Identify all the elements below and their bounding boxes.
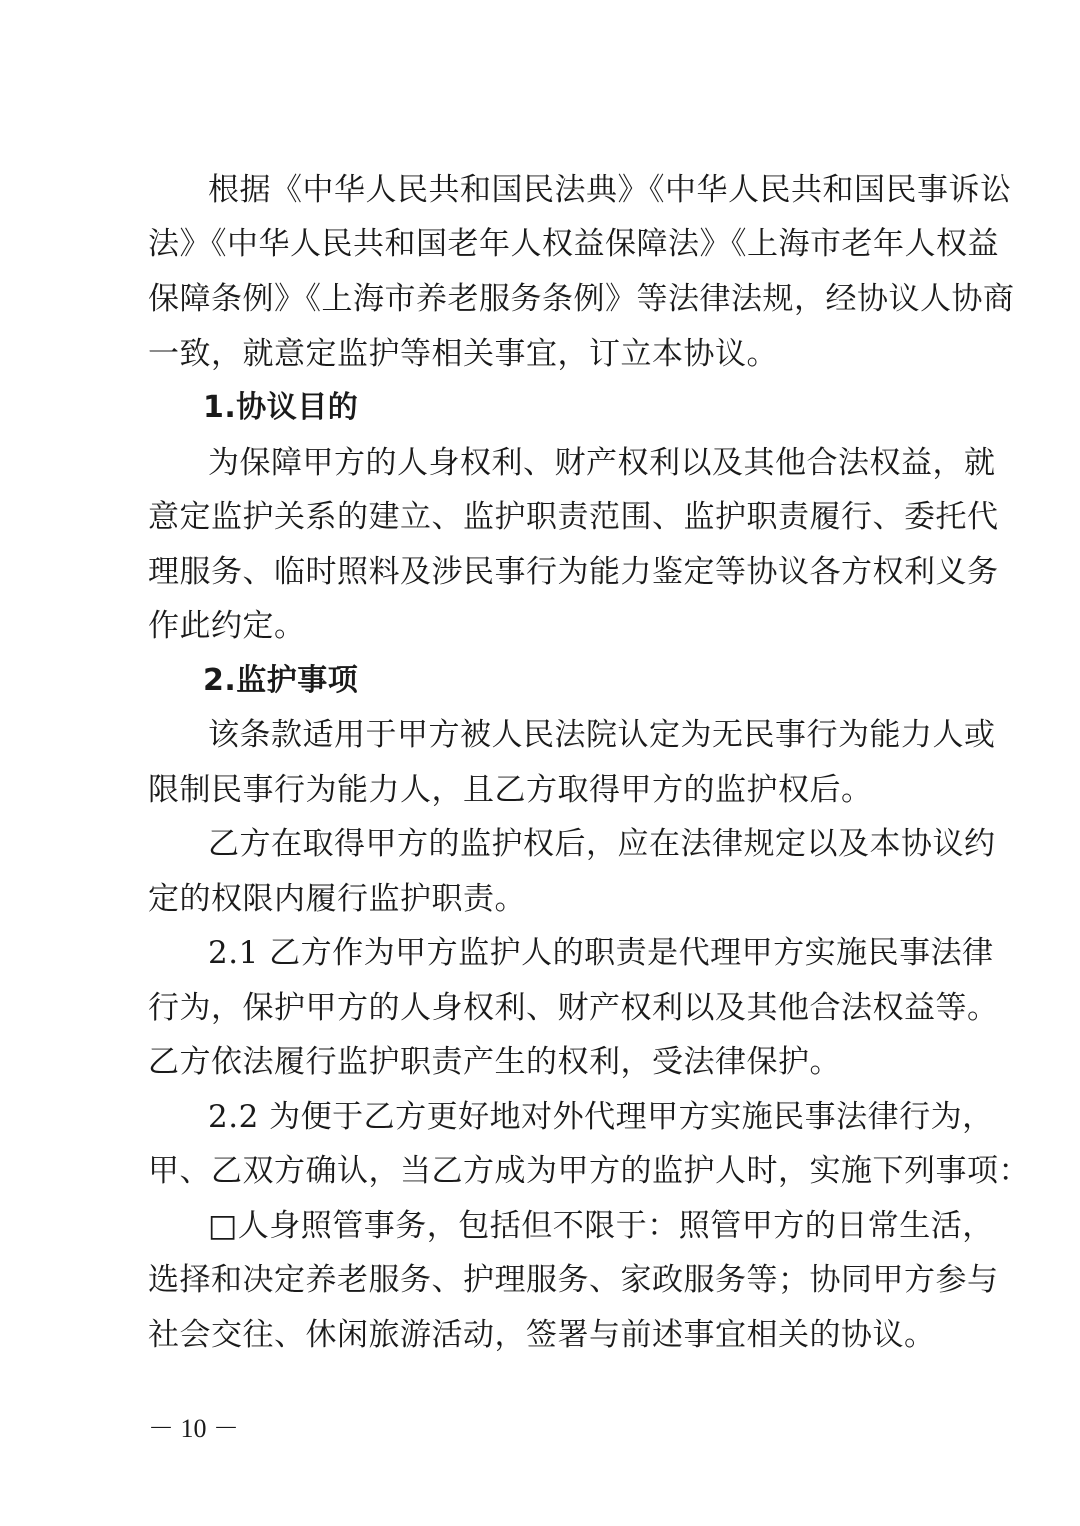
paragraph-line: 根据《中华人民共和国民法典》《中华人民共和国民事诉讼 [208, 172, 1012, 208]
paragraph-line: 社会交往、休闲旅游活动，签署与前述事宜相关的协议。 [148, 1317, 936, 1353]
section-heading: 1.协议目的 [203, 390, 359, 425]
page-number: － 10 － [148, 1414, 240, 1443]
paragraph-line: 该条款适用于甲方被人民法院认定为无民事行为能力人或 [208, 717, 996, 753]
paragraph-line: 2.2 为便于乙方更好地对外代理甲方实施民事法律行为， [208, 1099, 994, 1135]
checkbox-item-line: □人身照管事务，包括但不限于：照管甲方的日常生活， [208, 1208, 994, 1244]
paragraph-line: 意定监护关系的建立、监护职责范围、监护职责履行、委托代 [148, 499, 999, 535]
section-heading: 2.监护事项 [203, 663, 359, 698]
paragraph-line: 乙方在取得甲方的监护权后，应在法律规定以及本协议约 [208, 826, 996, 862]
paragraph-line: 行为，保护甲方的人身权利、财产权利以及其他合法权益等。 [148, 990, 999, 1026]
paragraph-line: 作此约定。 [148, 608, 306, 644]
paragraph-line: 法》《中华人民共和国老年人权益保障法》《上海市老年人权益 [148, 226, 999, 262]
paragraph-line: 保障条例》《上海市养老服务条例》等法律法规，经协议人协商 [148, 281, 1015, 317]
paragraph-line: 定的权限内履行监护职责。 [148, 881, 526, 917]
paragraph-line: 为保障甲方的人身权利、财产权利以及其他合法权益，就 [208, 445, 996, 481]
paragraph-line: 2.1 乙方作为甲方监护人的职责是代理甲方实施民事法律 [208, 935, 994, 971]
paragraph-line: 一致，就意定监护等相关事宜，订立本协议。 [148, 336, 778, 372]
paragraph-line: 选择和决定养老服务、护理服务、家政服务等；协同甲方参与 [148, 1262, 999, 1298]
paragraph-line: 理服务、临时照料及涉民事行为能力鉴定等协议各方权利义务 [148, 554, 999, 590]
paragraph-line: 甲、乙双方确认，当乙方成为甲方的监护人时，实施下列事项： [148, 1153, 1030, 1189]
paragraph-line: 限制民事行为能力人，且乙方取得甲方的监护权后。 [148, 772, 873, 808]
paragraph-line: 乙方依法履行监护职责产生的权利，受法律保护。 [148, 1044, 841, 1080]
